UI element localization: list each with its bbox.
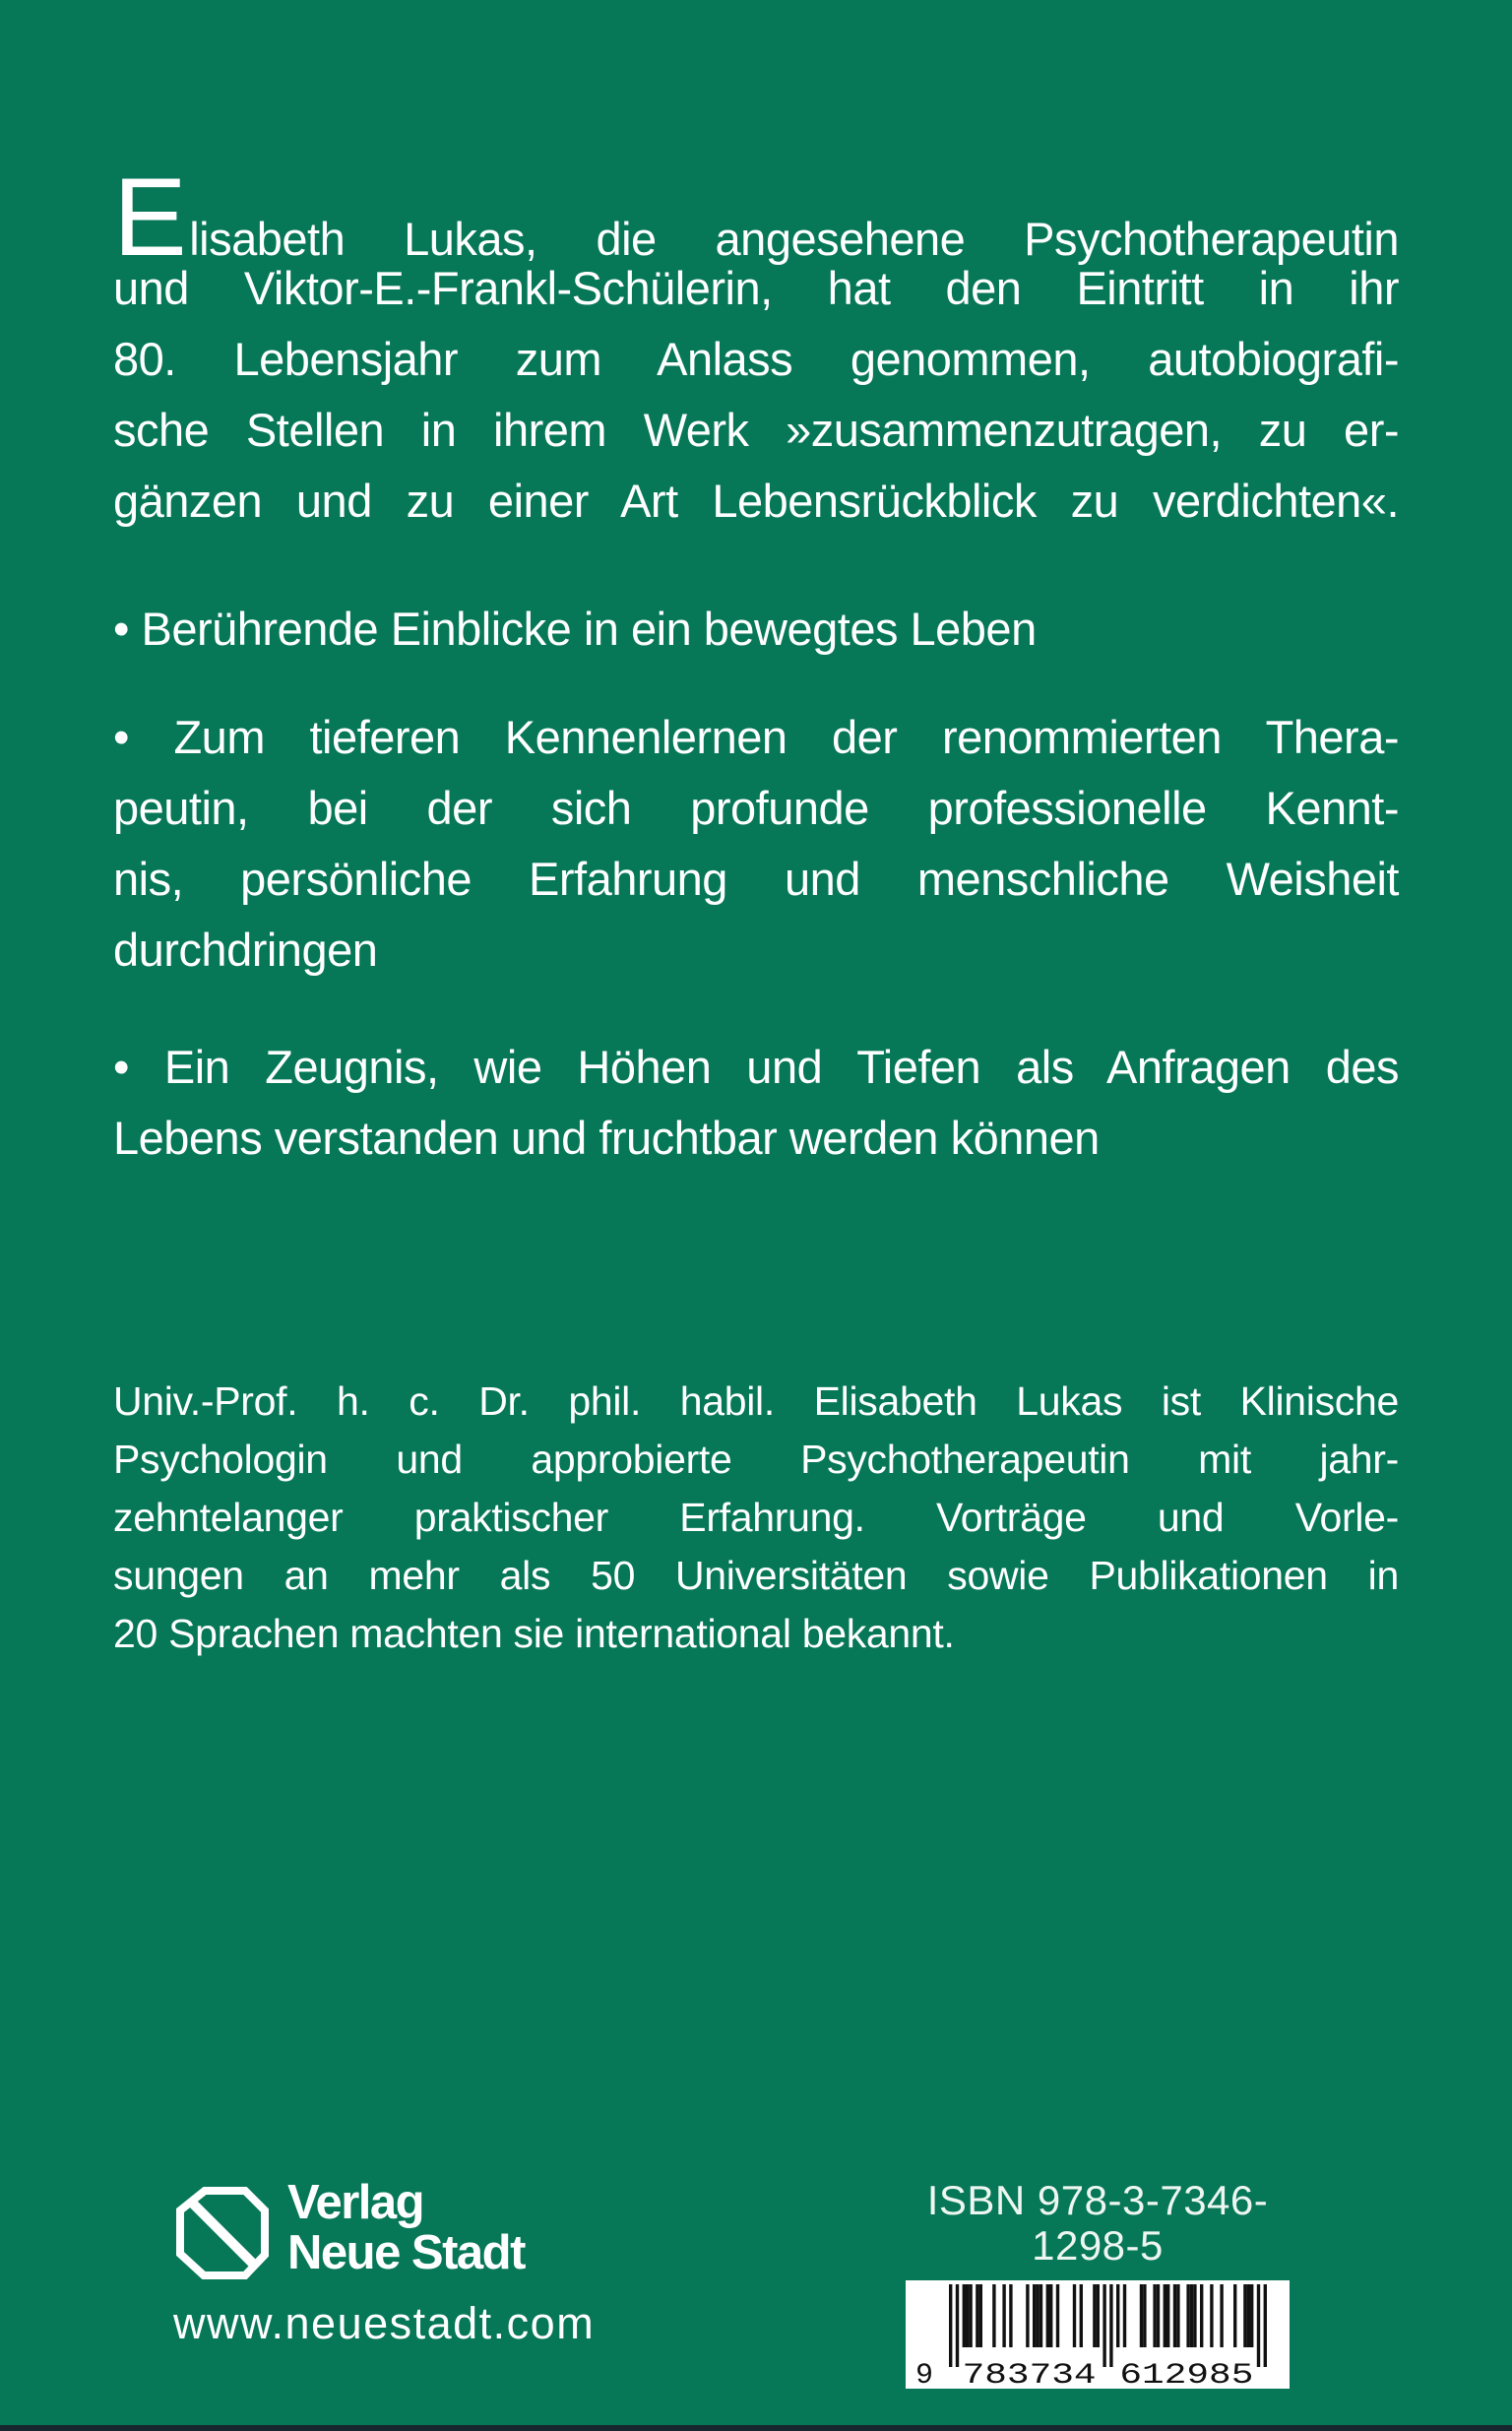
publisher-website-url: www.neuestadt.com	[173, 2298, 596, 2348]
text-line: Psychologin und approbierte Psychotherapeutin mit jahr-	[113, 1437, 1399, 1482]
cover-bottom-edge	[0, 2425, 1512, 2431]
text-line: Lebens verstanden und fruchtbar werden können	[113, 1112, 1100, 1164]
text-line: • Zum tieferen Kennenlernen der renommierten Thera-	[113, 711, 1399, 763]
text-line: 80. Lebensjahr zum Anlass genommen, autobiografi-	[113, 333, 1399, 385]
text-line: peutin, bei der sich profunde professionelle Kennt-	[113, 782, 1399, 834]
isbn-label: ISBN 978-3-7346-1298-5	[926, 2177, 1269, 2269]
bullet-item	[113, 1032, 1399, 1174]
text-line: sche Stellen in ihrem Werk »zusammenzutragen, zu er-	[113, 404, 1399, 456]
intro-paragraph	[113, 156, 1399, 537]
bullet-item	[113, 702, 1399, 986]
publisher-wordmark	[287, 2178, 525, 2278]
text-line: und Viktor-E.-Frankl-Schülerin, hat den Eintritt in ihr	[113, 262, 1399, 314]
text-line: zehntelanger praktischer Erfahrung. Vorträge und Vorle-	[113, 1495, 1399, 1540]
text-line: sungen an mehr als 50 Universitäten sowie Publikationen in	[113, 1553, 1399, 1598]
barcode-digits-right: 612985	[1119, 2359, 1254, 2387]
text-line: durchdringen	[113, 924, 378, 976]
text-line: 20 Sprachen machten sie international bekannt.	[113, 1611, 955, 1656]
text-line: Elisabeth Lukas, die angesehene Psychotherapeutin	[113, 156, 1399, 279]
drop-cap-letter: E	[113, 156, 187, 279]
text-line: Univ.-Prof. h. c. Dr. phil. habil. Elisabeth Lukas ist Klinische	[113, 1378, 1399, 1424]
text-line: nis, persönliche Erfahrung und menschliche Weisheit	[113, 853, 1399, 905]
text-line: • Berührende Einblicke in ein bewegtes Leben	[113, 603, 1037, 655]
text-line: gänzen und zu einer Art Lebensrückblick zu verdichten«.	[113, 475, 1399, 527]
publisher-wordmark-line2: Neue Stadt	[287, 2226, 525, 2279]
barcode-digit-first: 9	[915, 2359, 934, 2387]
publisher-logo-icon	[173, 2184, 272, 2282]
ean-barcode-svg	[906, 2284, 1290, 2387]
isbn-block	[884, 2178, 1311, 2389]
barcode-digits-left: 783734	[962, 2359, 1097, 2387]
publisher-wordmark-line1: Verlag	[287, 2176, 424, 2229]
barcode-box	[906, 2280, 1290, 2389]
bio-paragraph	[113, 1373, 1399, 1663]
text-line: • Ein Zeugnis, wie Höhen und Tiefen als Anfragen des	[113, 1041, 1399, 1093]
bullet-item	[113, 594, 1399, 665]
